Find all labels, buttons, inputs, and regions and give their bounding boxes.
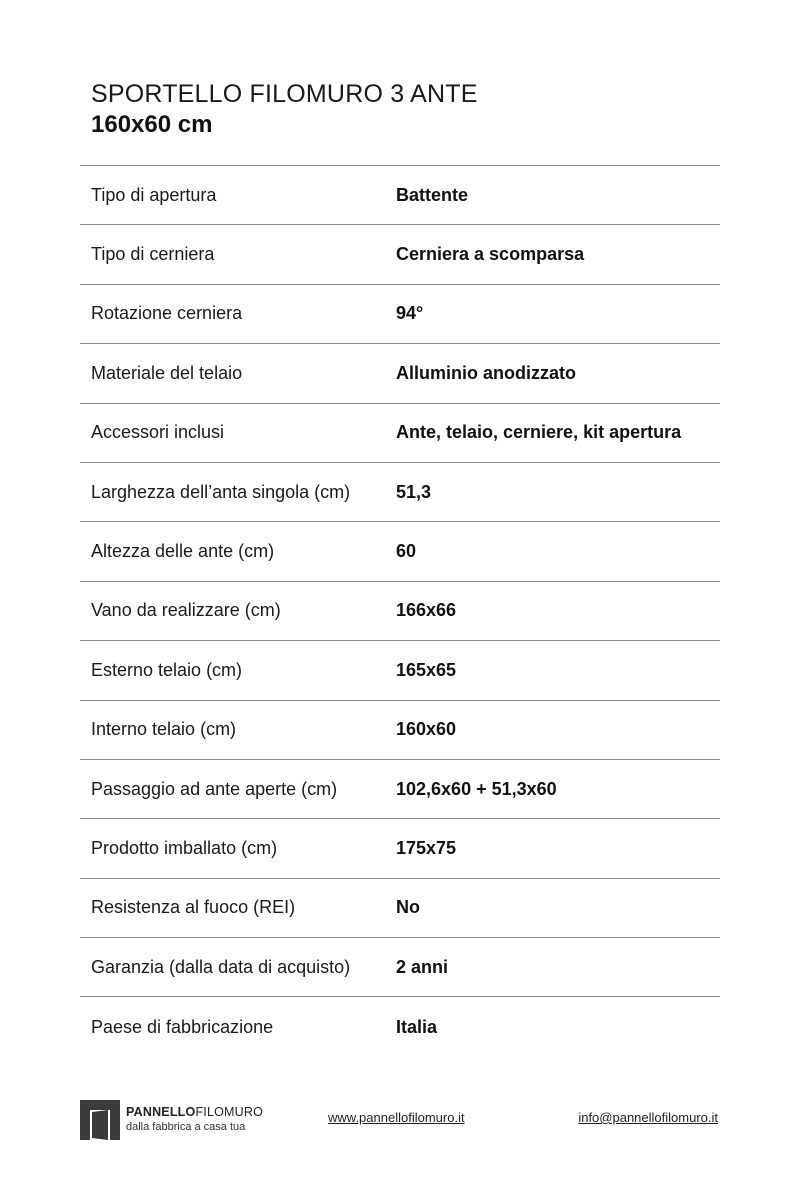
spec-row <box>80 641 720 700</box>
spec-row <box>80 344 720 403</box>
spec-label: Esterno telaio (cm) <box>91 659 243 680</box>
spec-label: Materiale del telaio <box>91 362 243 383</box>
spec-row <box>80 285 720 344</box>
spec-row <box>80 225 720 284</box>
title-block <box>91 78 478 140</box>
brand-tagline: dalla fabbrica a casa tua <box>126 1121 246 1133</box>
spec-value: 2 anni <box>396 956 449 977</box>
spec-row <box>80 463 720 522</box>
spec-value: 166x66 <box>396 600 457 621</box>
logo-text <box>126 1105 263 1135</box>
spec-value: 94° <box>396 303 424 324</box>
spec-label: Garanzia (dalla data di acquisto) <box>91 956 351 977</box>
spec-value: Cerniera a scomparsa <box>396 244 585 265</box>
spec-label: Passaggio ad ante aperte (cm) <box>91 778 338 799</box>
footer <box>80 1098 720 1142</box>
spec-label: Larghezza dell’anta singola (cm) <box>91 481 351 502</box>
email-link[interactable]: info@pannellofilomuro.it <box>578 1110 718 1125</box>
spec-row <box>80 879 720 938</box>
spec-value: 165x65 <box>396 659 457 680</box>
brand-logo <box>80 1100 263 1140</box>
spec-label: Paese di fabbricazione <box>91 1016 274 1037</box>
product-size: 160x60 cm <box>91 111 213 138</box>
brand-name-strong: PANNELLO <box>126 1105 196 1119</box>
spec-label: Altezza delle ante (cm) <box>91 541 275 562</box>
spec-value: Italia <box>396 1016 438 1037</box>
spec-label: Resistenza al fuoco (REI) <box>91 897 296 918</box>
spec-row <box>80 522 720 581</box>
brand-name <box>126 1105 263 1120</box>
spec-label: Prodotto imballato (cm) <box>91 837 278 858</box>
door-logo-icon <box>80 1100 120 1140</box>
spec-row <box>80 938 720 997</box>
spec-label: Tipo di apertura <box>91 184 217 205</box>
website-link[interactable]: www.pannellofilomuro.it <box>328 1110 465 1125</box>
spec-value: 51,3 <box>396 481 432 502</box>
spec-row <box>80 404 720 463</box>
spec-table <box>80 165 720 1057</box>
spec-row <box>80 997 720 1056</box>
spec-value: 160x60 <box>396 719 457 740</box>
spec-label: Rotazione cerniera <box>91 303 243 324</box>
spec-value: 60 <box>396 541 417 562</box>
spec-row <box>80 582 720 641</box>
product-title: SPORTELLO FILOMURO 3 ANTE <box>91 80 478 108</box>
spec-value: Alluminio anodizzato <box>396 362 576 383</box>
spec-value: Ante, telaio, cerniere, kit apertura <box>396 422 682 443</box>
spec-value: 175x75 <box>396 837 457 858</box>
spec-value: No <box>396 897 420 918</box>
spec-label: Vano da realizzare (cm) <box>91 600 281 621</box>
spec-row <box>80 819 720 878</box>
spec-value: 102,6x60 + 51,3x60 <box>396 778 557 799</box>
spec-label: Interno telaio (cm) <box>91 719 237 740</box>
spec-label: Tipo di cerniera <box>91 244 215 265</box>
spec-row <box>80 166 720 225</box>
spec-label: Accessori inclusi <box>91 422 225 443</box>
spec-value: Battente <box>396 184 469 205</box>
spec-row <box>80 760 720 819</box>
brand-name-light: FILOMURO <box>195 1105 264 1119</box>
spec-row <box>80 701 720 760</box>
